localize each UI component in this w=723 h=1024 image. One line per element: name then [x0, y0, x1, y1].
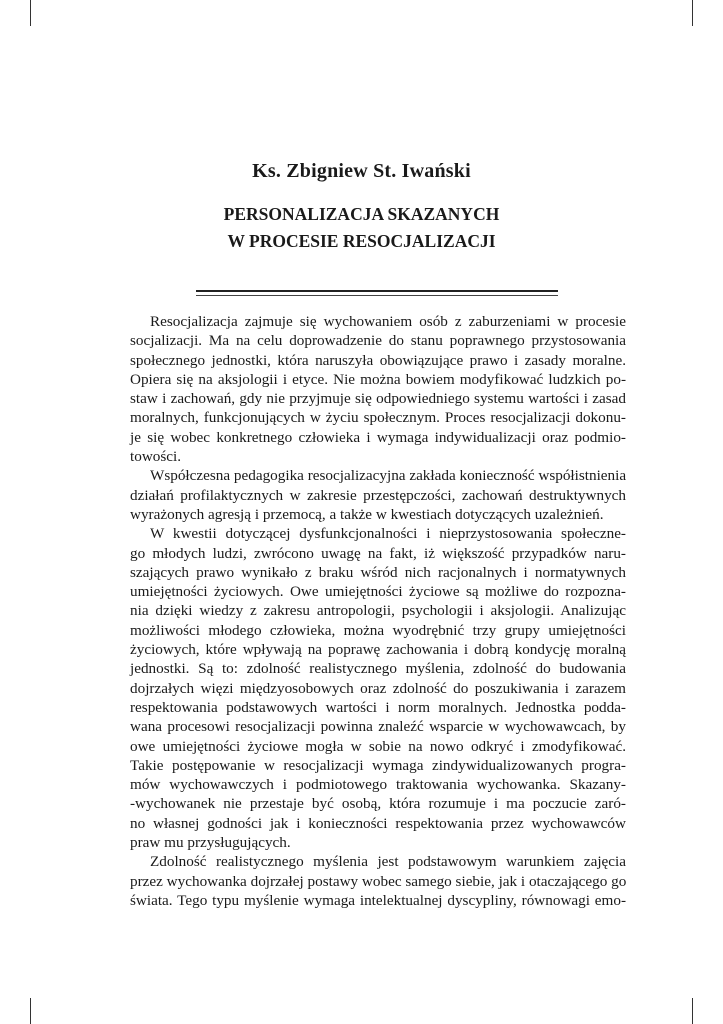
- text-line: towości.: [130, 448, 182, 466]
- text-line: Zdolność realistycznego myślenia jest podstawowym warunkiem zajęcia: [150, 853, 626, 871]
- text-line: świata. Tego typu myślenie wymaga intelektualnej dyscypliny, równowagi emo-: [130, 891, 626, 909]
- text-line: Opiera się na aksjologii i etyce. Nie można bowiem modyfikować ludzkich po-: [130, 370, 626, 388]
- crop-mark-top-right: [692, 0, 693, 26]
- text-line: no własnej godności jak i konieczności respektowania przez wychowawców: [130, 814, 626, 832]
- text-line: społecznego jednostki, która naruszyła obowiązujące prawo i zasady moralne.: [130, 351, 626, 369]
- text-line: szających prawo wynikało z braku wśród nich racjonalnych i normatywnych: [130, 563, 626, 581]
- text-line: jednostki. Są to: zdolność realistycznego myślenia, zdolność do budowania: [130, 660, 626, 678]
- text-line: praw mu przysługujących.: [130, 834, 291, 852]
- title-line: W PROCESIE RESOCJALIZACJI: [227, 231, 496, 251]
- text-line: wyrażonych agresją i przemocą, a także w kwestiach dotyczących uzależnień.: [130, 505, 604, 523]
- text-line: mów wychowawczych i podmiotowego traktowania wychowanka. Skazany-: [130, 776, 626, 794]
- text-line: dojrzałych więzi międzyosobowych oraz zdolność do poszukiwania i zarazem: [130, 679, 626, 697]
- text-line: życiowych, które wpływają na poprawę zachowania i dobrą kondycję moralną: [130, 641, 626, 659]
- article-author: Ks. Zbigniew St. Iwański: [252, 160, 471, 182]
- text-line: staw i zachowań, gdy nie przyjmuje się odpowiedniego systemu wartości i zasad: [130, 390, 626, 408]
- text-line: nia dzięki wiedzy z zakresu antropologii, psychologii i aksjologii. Analizując: [130, 602, 626, 620]
- text-line: wana procesowi resocjalizacji powinna znaleźć wsparcie w wychowawcach, by: [130, 718, 626, 736]
- text-line: moralnych, funkcjonujących w życiu społecznym. Proces resocjalizacji dokonu-: [130, 409, 626, 427]
- text-line: go młodych ludzi, zwrócono uwagę na fakt, iż większość przypadków naru-: [130, 544, 626, 562]
- text-line: możliwości młodego człowieka, można wyodrębnić trzy grupy umiejętności: [130, 621, 626, 639]
- text-line: owe umiejętności życiowe mogła w sobie na nowo odkryć i zmodyfikować.: [130, 737, 626, 755]
- text-line: umiejętności życiowych. Owe umiejętności życiowe są możliwe do rozpozna-: [130, 583, 626, 601]
- text-line: Współczesna pedagogika resocjalizacyjna zakłada konieczność współistnienia: [150, 467, 627, 485]
- text-line: -wychowanek nie przestaje być osobą, która rozumuje i ma poczucie zaró-: [130, 795, 626, 813]
- title-divider-thick: [196, 290, 558, 292]
- crop-mark-bottom-left: [30, 998, 31, 1024]
- article-title: [0, 201, 723, 255]
- title-line: PERSONALIZACJA SKAZANYCH: [223, 204, 500, 224]
- text-line: je się wobec konkretnego człowieka i wymaga indywidualizacji oraz podmio-: [130, 428, 626, 446]
- title-divider-thin: [196, 295, 558, 296]
- text-line: Resocjalizacja zajmuje się wychowaniem osób z zaburzeniami w procesie: [150, 313, 626, 330]
- text-line: działań profilaktycznych w zakresie przestępczości, zachowań destruktywnych: [130, 486, 626, 504]
- text-line: respektowania podstawowych wartości i norm moralnych. Jednostka podda-: [130, 698, 626, 716]
- text-line: W kwestii dotyczącej dysfunkcjonalności i nieprzystosowania społeczne-: [150, 525, 626, 543]
- text-line: Takie postępowanie w resocjalizacji wymaga zindywidualizowanych progra-: [130, 756, 626, 774]
- crop-mark-top-left: [30, 0, 31, 26]
- text-line: socjalizacji. Ma na celu doprowadzenie do stanu poprawnego przystosowania: [130, 332, 626, 350]
- text-line: przez wychowanka dojrzałej postawy wobec samego siebie, jak i otaczającego go: [130, 872, 627, 890]
- article-body: [130, 312, 626, 910]
- crop-mark-bottom-right: [692, 998, 693, 1024]
